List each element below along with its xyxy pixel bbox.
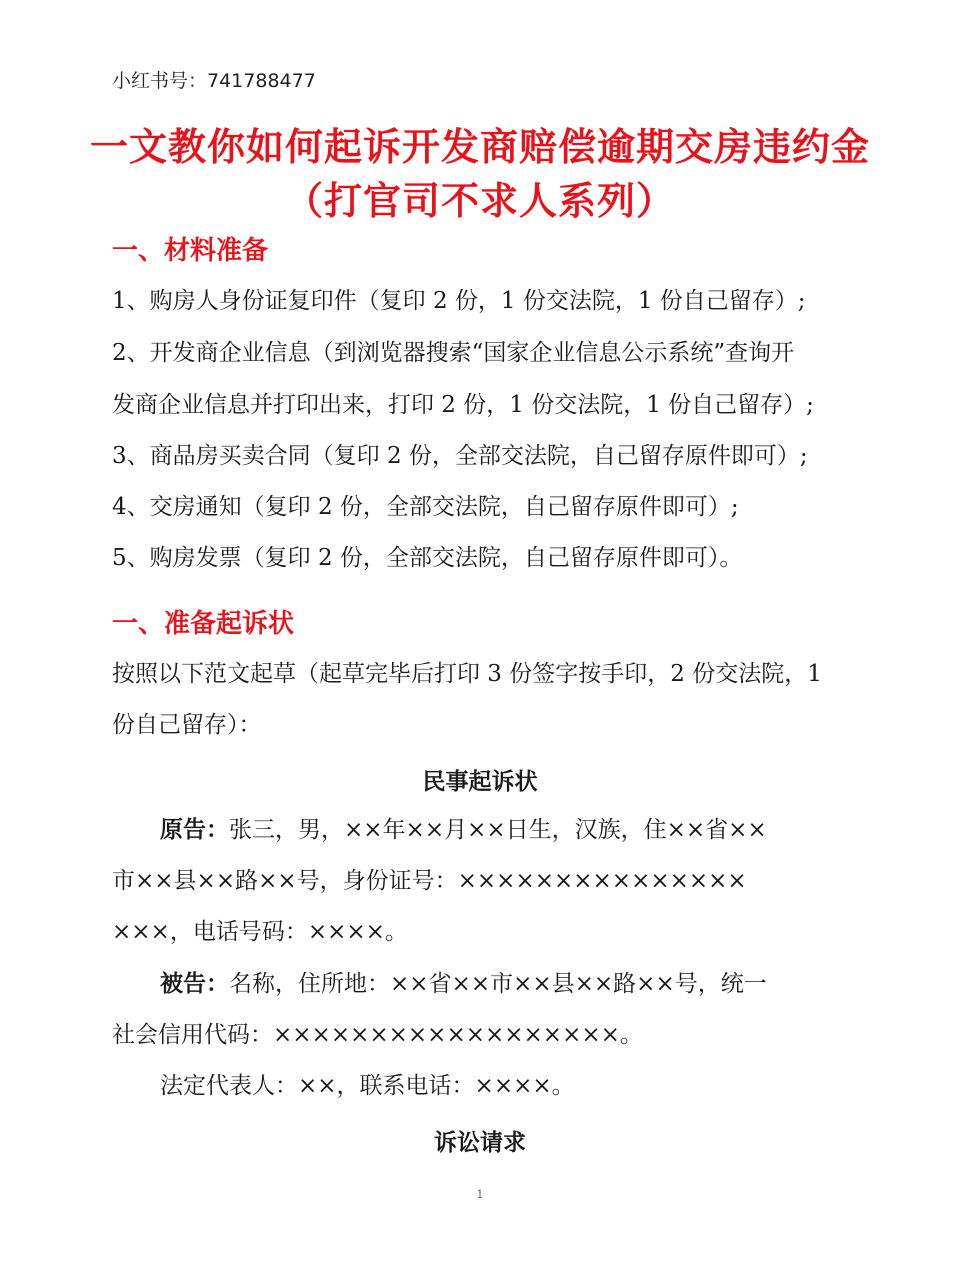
material-item-continued: 发商企业信息并打印出来，打印 2 份，1 份交法院，1 份自己留存）; [112, 392, 814, 418]
plaintiff-line [160, 815, 900, 845]
plaintiff-text: 张三，男，××年××月××日生，汉族，住××省×× [229, 817, 767, 843]
account-id: 小红书号：741788477 [112, 70, 316, 92]
material-item: 4、交房通知（复印 2 份，全部交法院，自己留存原件即可）; [112, 494, 739, 520]
intro-text-continued: 份自己留存）： [112, 712, 262, 738]
document-title-line-1: 一文教你如何起诉开发商赔偿逾期交房违约金 [89, 125, 870, 169]
defendant-text: 名称，住所地：××省××市××县××路××号，统一 [229, 971, 767, 997]
defendant-label: 被告： [160, 971, 229, 997]
complaint-title: 民事起诉状 [422, 769, 538, 795]
intro-text: 按照以下范文起草（起草完毕后打印 3 份签字按手印，2 份交法院，1 [112, 661, 822, 687]
plaintiff-label: 原告： [160, 817, 229, 843]
claims-heading: 诉讼请求 [434, 1130, 526, 1156]
material-item: 1、购房人身份证复印件（复印 2 份，1 份交法院，1 份自己留存）; [112, 288, 806, 314]
material-item: 2、开发商企业信息（到浏览器搜索“国家企业信息公示系统”查询开 [112, 340, 795, 366]
legal-representative: 法定代表人：××，联系电话：××××。 [160, 1073, 575, 1099]
plaintiff-text-continued: ×××，电话号码：××××。 [112, 919, 408, 945]
material-item: 3、商品房买卖合同（复印 2 份，全部交法院，自己留存原件即可）; [112, 443, 808, 469]
defendant-text-continued: 社会信用代码：××××××××××××××××××。 [112, 1022, 643, 1048]
plaintiff-text-continued: 市××县××路××号，身份证号：××××××××××××××× [112, 868, 747, 894]
section-heading-complaint: 一、准备起诉状 [112, 609, 295, 639]
material-item: 5、购房发票（复印 2 份，全部交法院，自己留存原件即可）。 [112, 545, 743, 571]
defendant-line [160, 969, 900, 999]
document-title-line-2: （打官司不求人系列） [284, 179, 675, 223]
page-number: 1 [476, 1188, 484, 1201]
section-heading-materials: 一、材料准备 [112, 236, 269, 266]
